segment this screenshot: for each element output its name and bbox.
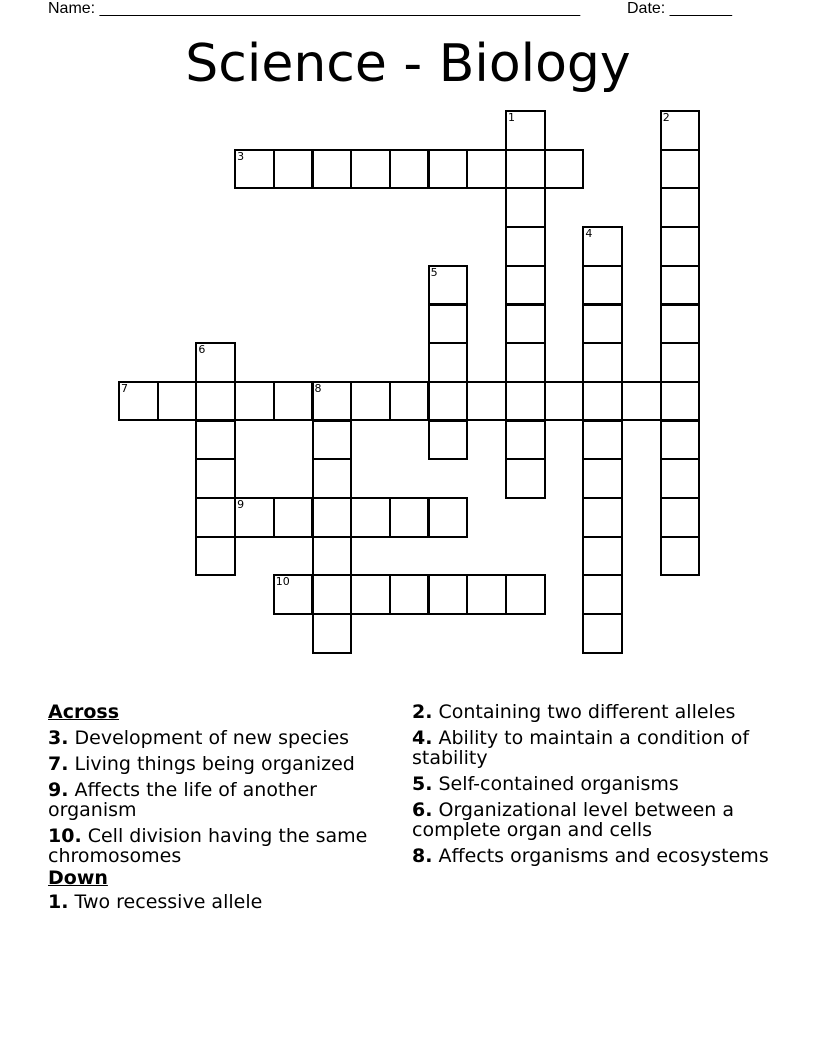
- clue-number: 10.: [48, 825, 82, 847]
- grid-cell[interactable]: [582, 304, 623, 345]
- grid-cell[interactable]: [350, 574, 391, 615]
- clue-number: 8.: [412, 845, 433, 867]
- grid-cell[interactable]: [660, 342, 701, 383]
- grid-cell[interactable]: [195, 420, 236, 461]
- grid-cell[interactable]: [505, 110, 546, 151]
- grid-cell[interactable]: [195, 536, 236, 577]
- clue-number-label: 9: [237, 498, 245, 511]
- grid-cell[interactable]: [505, 149, 546, 190]
- clue-text: Affects organisms and ecosystems: [438, 845, 769, 867]
- grid-cell[interactable]: [389, 149, 430, 190]
- grid-cell[interactable]: [428, 381, 469, 422]
- clue-text: Affects the life of another organism: [48, 779, 317, 821]
- grid-cell[interactable]: [428, 497, 469, 538]
- grid-cell[interactable]: [350, 497, 391, 538]
- grid-cell[interactable]: [660, 265, 701, 306]
- clue-text: Cell division having the same chromosomes: [48, 825, 368, 867]
- clue-text: Self-contained organisms: [438, 773, 679, 795]
- grid-cell[interactable]: [505, 342, 546, 383]
- clue-text: Living things being organized: [74, 753, 355, 775]
- grid-cell[interactable]: [389, 381, 430, 422]
- grid-cell[interactable]: [195, 381, 236, 422]
- grid-cell[interactable]: [660, 304, 701, 345]
- grid-cell[interactable]: [428, 342, 469, 383]
- grid-cell[interactable]: [505, 187, 546, 228]
- grid-cell[interactable]: [582, 574, 623, 615]
- grid-cell[interactable]: [312, 613, 353, 654]
- clue-number-label: 2: [662, 111, 670, 124]
- grid-cell[interactable]: [350, 149, 391, 190]
- clue-across-3: [48, 728, 398, 748]
- grid-cell[interactable]: [466, 149, 507, 190]
- grid-cell[interactable]: [505, 458, 546, 499]
- name-field-label[interactable]: Name: ______________________________________________________: [48, 0, 581, 17]
- clue-number: 4.: [412, 727, 433, 749]
- grid-cell[interactable]: [389, 497, 430, 538]
- page-title: Science - Biology: [185, 34, 631, 94]
- grid-cell[interactable]: [660, 420, 701, 461]
- grid-cell[interactable]: [660, 536, 701, 577]
- grid-cell[interactable]: [195, 497, 236, 538]
- clues-column-left: [48, 702, 398, 918]
- grid-cell[interactable]: [660, 226, 701, 267]
- grid-cell[interactable]: [312, 149, 353, 190]
- grid-cell[interactable]: [505, 420, 546, 461]
- grid-cell[interactable]: [660, 381, 701, 422]
- grid-cell[interactable]: [118, 381, 159, 422]
- grid-cell[interactable]: [544, 149, 585, 190]
- grid-cell[interactable]: [505, 265, 546, 306]
- grid-cell[interactable]: [234, 497, 275, 538]
- down-heading: Down: [48, 867, 108, 889]
- clue-down-4: [412, 728, 772, 768]
- clue-across-7: [48, 754, 398, 774]
- grid-cell[interactable]: [428, 420, 469, 461]
- grid-cell[interactable]: [582, 536, 623, 577]
- clues-column-right: [412, 702, 772, 872]
- clue-text: Containing two different alleles: [438, 701, 736, 723]
- grid-cell[interactable]: [582, 342, 623, 383]
- grid-cell[interactable]: [466, 574, 507, 615]
- grid-cell[interactable]: [195, 458, 236, 499]
- grid-cell[interactable]: [582, 613, 623, 654]
- grid-cell[interactable]: [273, 497, 314, 538]
- grid-cell[interactable]: [582, 458, 623, 499]
- grid-cell[interactable]: [234, 381, 275, 422]
- grid-cell[interactable]: [582, 226, 623, 267]
- grid-cell[interactable]: [312, 381, 353, 422]
- clue-across-10: [48, 826, 398, 866]
- clue-number-label: 1: [508, 111, 515, 124]
- grid-cell[interactable]: [505, 226, 546, 267]
- grid-cell[interactable]: [273, 149, 314, 190]
- clue-number-label: 3: [237, 149, 245, 163]
- grid-cell[interactable]: [660, 497, 701, 538]
- clue-number-label: 7: [121, 381, 128, 395]
- clue-down-6: [412, 800, 772, 840]
- grid-cell[interactable]: [505, 304, 546, 345]
- grid-cell[interactable]: [312, 536, 353, 577]
- grid-cell[interactable]: [428, 574, 469, 615]
- grid-cell[interactable]: [582, 381, 623, 422]
- clue-number: 3.: [48, 727, 69, 749]
- clue-down-1: [48, 892, 398, 912]
- grid-cell[interactable]: [312, 574, 353, 615]
- clue-number: 2.: [412, 701, 433, 723]
- grid-cell[interactable]: [428, 149, 469, 190]
- clue-down-2: [412, 702, 772, 722]
- clue-number-label: 5: [430, 265, 438, 279]
- grid-cell[interactable]: [582, 420, 623, 461]
- grid-cell[interactable]: [273, 574, 314, 615]
- grid-cell[interactable]: [428, 304, 469, 345]
- clue-text: Development of new species: [74, 727, 350, 749]
- date-field-label[interactable]: Date: _______: [627, 0, 732, 17]
- grid-cell[interactable]: [660, 187, 701, 228]
- grid-cell[interactable]: [660, 149, 701, 190]
- clue-number: 6.: [412, 799, 433, 821]
- grid-cell[interactable]: [350, 381, 391, 422]
- clue-number-label: 10: [275, 575, 290, 589]
- clue-down-5: [412, 774, 772, 794]
- clue-text: Two recessive allele: [74, 891, 263, 913]
- across-heading: Across: [48, 701, 120, 723]
- grid-cell[interactable]: [505, 574, 546, 615]
- clue-number-label: 8: [314, 381, 322, 395]
- clue-number-label: 6: [198, 343, 206, 357]
- grid-cell[interactable]: [312, 458, 353, 499]
- clue-number: 9.: [48, 779, 69, 801]
- grid-cell[interactable]: [195, 342, 236, 383]
- grid-cell[interactable]: [582, 265, 623, 306]
- grid-cell[interactable]: [621, 381, 662, 422]
- grid-cell[interactable]: [660, 458, 701, 499]
- grid-cell[interactable]: [582, 497, 623, 538]
- grid-cell[interactable]: [234, 149, 275, 190]
- grid-cell[interactable]: [466, 381, 507, 422]
- grid-cell[interactable]: [312, 420, 353, 461]
- grid-cell[interactable]: [428, 265, 469, 306]
- grid-cell[interactable]: [505, 381, 546, 422]
- clue-across-9: [48, 780, 398, 820]
- clue-text: Organizational level between a complete organ and cells: [412, 799, 734, 841]
- clue-number: 7.: [48, 753, 69, 775]
- clue-down-8: [412, 846, 772, 866]
- grid-cell[interactable]: [389, 574, 430, 615]
- grid-cell[interactable]: [660, 110, 701, 151]
- grid-cell[interactable]: [544, 381, 585, 422]
- clue-number: 5.: [412, 773, 433, 795]
- clue-number-label: 4: [585, 227, 593, 241]
- grid-cell[interactable]: [273, 381, 314, 422]
- grid-cell[interactable]: [312, 497, 353, 538]
- clue-number: 1.: [48, 891, 69, 913]
- grid-cell[interactable]: [157, 381, 198, 422]
- clue-text: Ability to maintain a condition of stability: [412, 727, 750, 769]
